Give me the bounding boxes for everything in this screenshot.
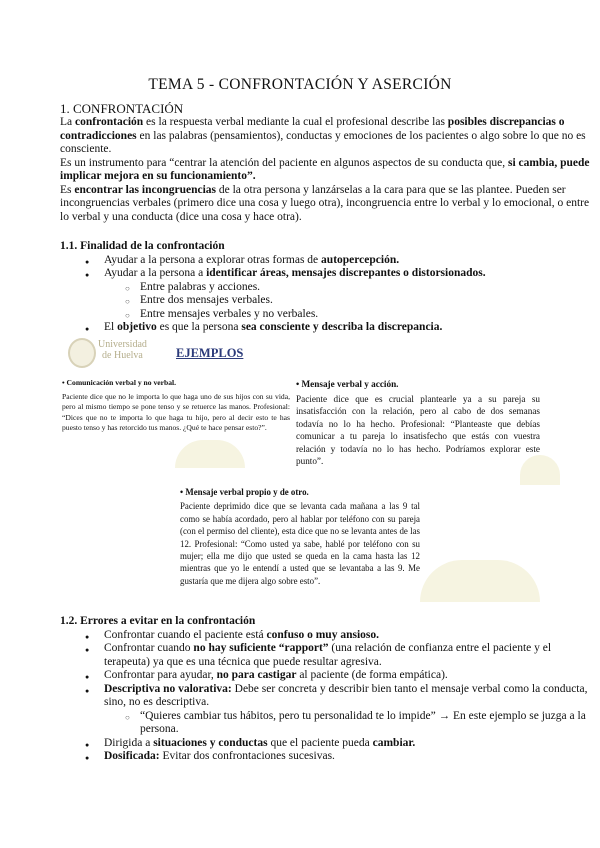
text-run: Debe ser concreta y describir bien tanto el mensaje verbal como la conducta, sino, no es descriptiva. <box>104 682 588 708</box>
bold-text: cambiar. <box>372 736 416 749</box>
text-run: en las palabras (pensamientos), conductas y emociones de los pacientes o algo sobre lo que no es consciente. <box>60 129 586 155</box>
text-run: La <box>60 116 76 128</box>
paragraph <box>60 184 590 225</box>
text-run: Entre mensajes verbales y no verbales. <box>140 307 319 320</box>
example-verbal-no-verbal <box>62 378 290 434</box>
example-title: • Mensaje verbal propio y de otro. <box>180 487 309 497</box>
list-item <box>60 750 590 764</box>
bold-text: confuso o muy ansioso. <box>266 628 379 641</box>
sub-list-item <box>60 281 590 295</box>
bold-text: si cambia, puede implicar mejora en su funcionamiento”. <box>60 156 590 182</box>
subsection-heading: 1.2. Errores a evitar en la confrontación <box>60 615 256 627</box>
finalidad-list <box>60 254 590 335</box>
university-logo <box>68 338 150 366</box>
text-run: “Quieres cambiar tus hábitos, pero tu personalidad te lo impide” → En este ejemplo se juzga a la persona. <box>140 709 586 735</box>
university-seal-icon <box>68 338 96 368</box>
text-run: Ayudar a la persona a <box>104 267 207 279</box>
list-item <box>60 629 590 643</box>
sub-list-item <box>60 308 590 322</box>
text-run: Ayudar a la persona a explorar otras formas de <box>104 253 322 266</box>
paragraph <box>60 157 590 184</box>
sub-list-item <box>60 710 590 737</box>
sub-list-item <box>60 294 590 308</box>
logo-text: Universidad de Huelva <box>98 339 147 361</box>
paragraph <box>60 116 590 157</box>
example-title: • Comunicación verbal y no verbal. <box>62 378 177 387</box>
text-run: que el paciente pueda <box>267 736 373 749</box>
bold-text: objetivo <box>117 321 157 333</box>
bold-text: situaciones y conductas <box>153 736 268 749</box>
bold-text: confrontación <box>75 116 144 128</box>
watermark-shape <box>175 440 245 468</box>
list-item <box>60 669 590 683</box>
bold-text: autopercepción. <box>321 253 400 266</box>
example-text: Paciente deprimido dice que se levanta cada mañana a las 9 tal como se había acordado, pero al hablar por teléfono con su pareja (con el permiso del cliente), esta dice que no se levanta antes de las 12. Profesional: “Como usted ya sabe, hablé por teléfono con su mujer; ella me dijo que usted se queda en la cama hasta las 12 mientras que yo le entendí a usted que se levantaba a las 9. Me gustaría que me dijera algo sobre esto”. <box>180 501 420 586</box>
list-item <box>60 642 590 669</box>
text-run: de la otra persona y lanzárselas a la cara para que se las plantee. Pueden ser incongruencias verbales (primero dice una cosa y luego otra), incongruencia entre lo verbal y lo emocional, o entre lo verbal y una conducta (dice una cosa y hace otra). <box>60 183 590 223</box>
section-errores <box>60 615 590 764</box>
text-run: Entre dos mensajes verbales. <box>140 294 273 306</box>
document-title: TEMA 5 - CONFRONTACIÓN Y ASERCIÓN <box>148 76 452 93</box>
section-heading-confrontacion: 1. CONFRONTACIÓN <box>60 101 184 116</box>
list-item <box>60 267 590 281</box>
text-run: es que la persona <box>156 321 242 333</box>
list-item <box>60 254 590 268</box>
text-run: (una relación de confianza entre el paciente y el terapeuta) ya que es una técnica que puede resultar agresiva. <box>104 642 552 668</box>
text-run: Confrontar cuando el paciente está <box>104 628 267 641</box>
text-run: Es <box>60 183 75 196</box>
text-run: Es un instrumento para “centrar la atención del paciente en algunos aspectos de su conducta que, <box>60 156 509 169</box>
list-item <box>60 321 590 335</box>
text-run: Entre palabras y acciones. <box>140 280 261 293</box>
list-item <box>60 683 590 710</box>
subsection-heading: 1.1. Finalidad de la confrontación <box>60 240 225 252</box>
text-run: El <box>104 321 118 333</box>
text-run: al paciente (de forma empática). <box>296 669 448 681</box>
bold-text: encontrar las incongruencias <box>74 183 216 196</box>
intro-paragraphs <box>60 116 590 224</box>
example-text: Paciente dice que es crucial plantearle ya a su pareja su insatisfacción con la relación, pero al cabo de dos semanas todavía no lo ha hecho. Profesional: “Planteaste que debías comunicar a tu pareja lo insatisfecho que estás con vuestra relación y todavía no lo has hecho. Podríamos explorar este punto”. <box>296 393 540 466</box>
bold-text: no para castigar <box>216 669 297 681</box>
watermark-shape <box>420 560 540 602</box>
bold-text: Dosificada: <box>104 750 160 762</box>
text-run: Confrontar cuando <box>104 642 194 654</box>
errores-list <box>60 629 590 764</box>
example-title: • Mensaje verbal y acción. <box>296 379 399 389</box>
bold-text: Descriptiva no valorativa: <box>104 682 232 695</box>
example-text: Paciente dice que no le importa lo que haga uno de sus hijos con su vida, pero al mismo tiempo se pone tenso y se retuerce las manos. Profesional: “Dices que no te importa lo que haga tu hijo, pero al decir esto te has puesto tenso y has retorcido tus manos. ¿Qué te hace pensar esto?”. <box>62 391 290 433</box>
list-item <box>60 737 590 751</box>
text-run: Evitar dos confrontaciones sucesivas. <box>159 750 335 762</box>
example-propio-otro <box>180 486 420 587</box>
bold-text: sea consciente y describa la discrepancia. <box>241 321 443 333</box>
bold-text: identificar áreas, mensajes discrepantes o distorsionados. <box>206 267 486 279</box>
text-run: Confrontar para ayudar, <box>104 669 217 681</box>
bold-text: posibles discrepancias o contradicciones <box>60 116 565 142</box>
text-run: es la respuesta verbal mediante la cual el profesional describe las <box>143 116 448 128</box>
examples-heading: EJEMPLOS <box>176 346 244 360</box>
bold-text: no hay suficiente “rapport” <box>193 642 329 654</box>
section-finalidad <box>60 240 590 335</box>
text-run: Dirigida a <box>104 736 154 749</box>
example-verbal-accion <box>296 378 540 468</box>
